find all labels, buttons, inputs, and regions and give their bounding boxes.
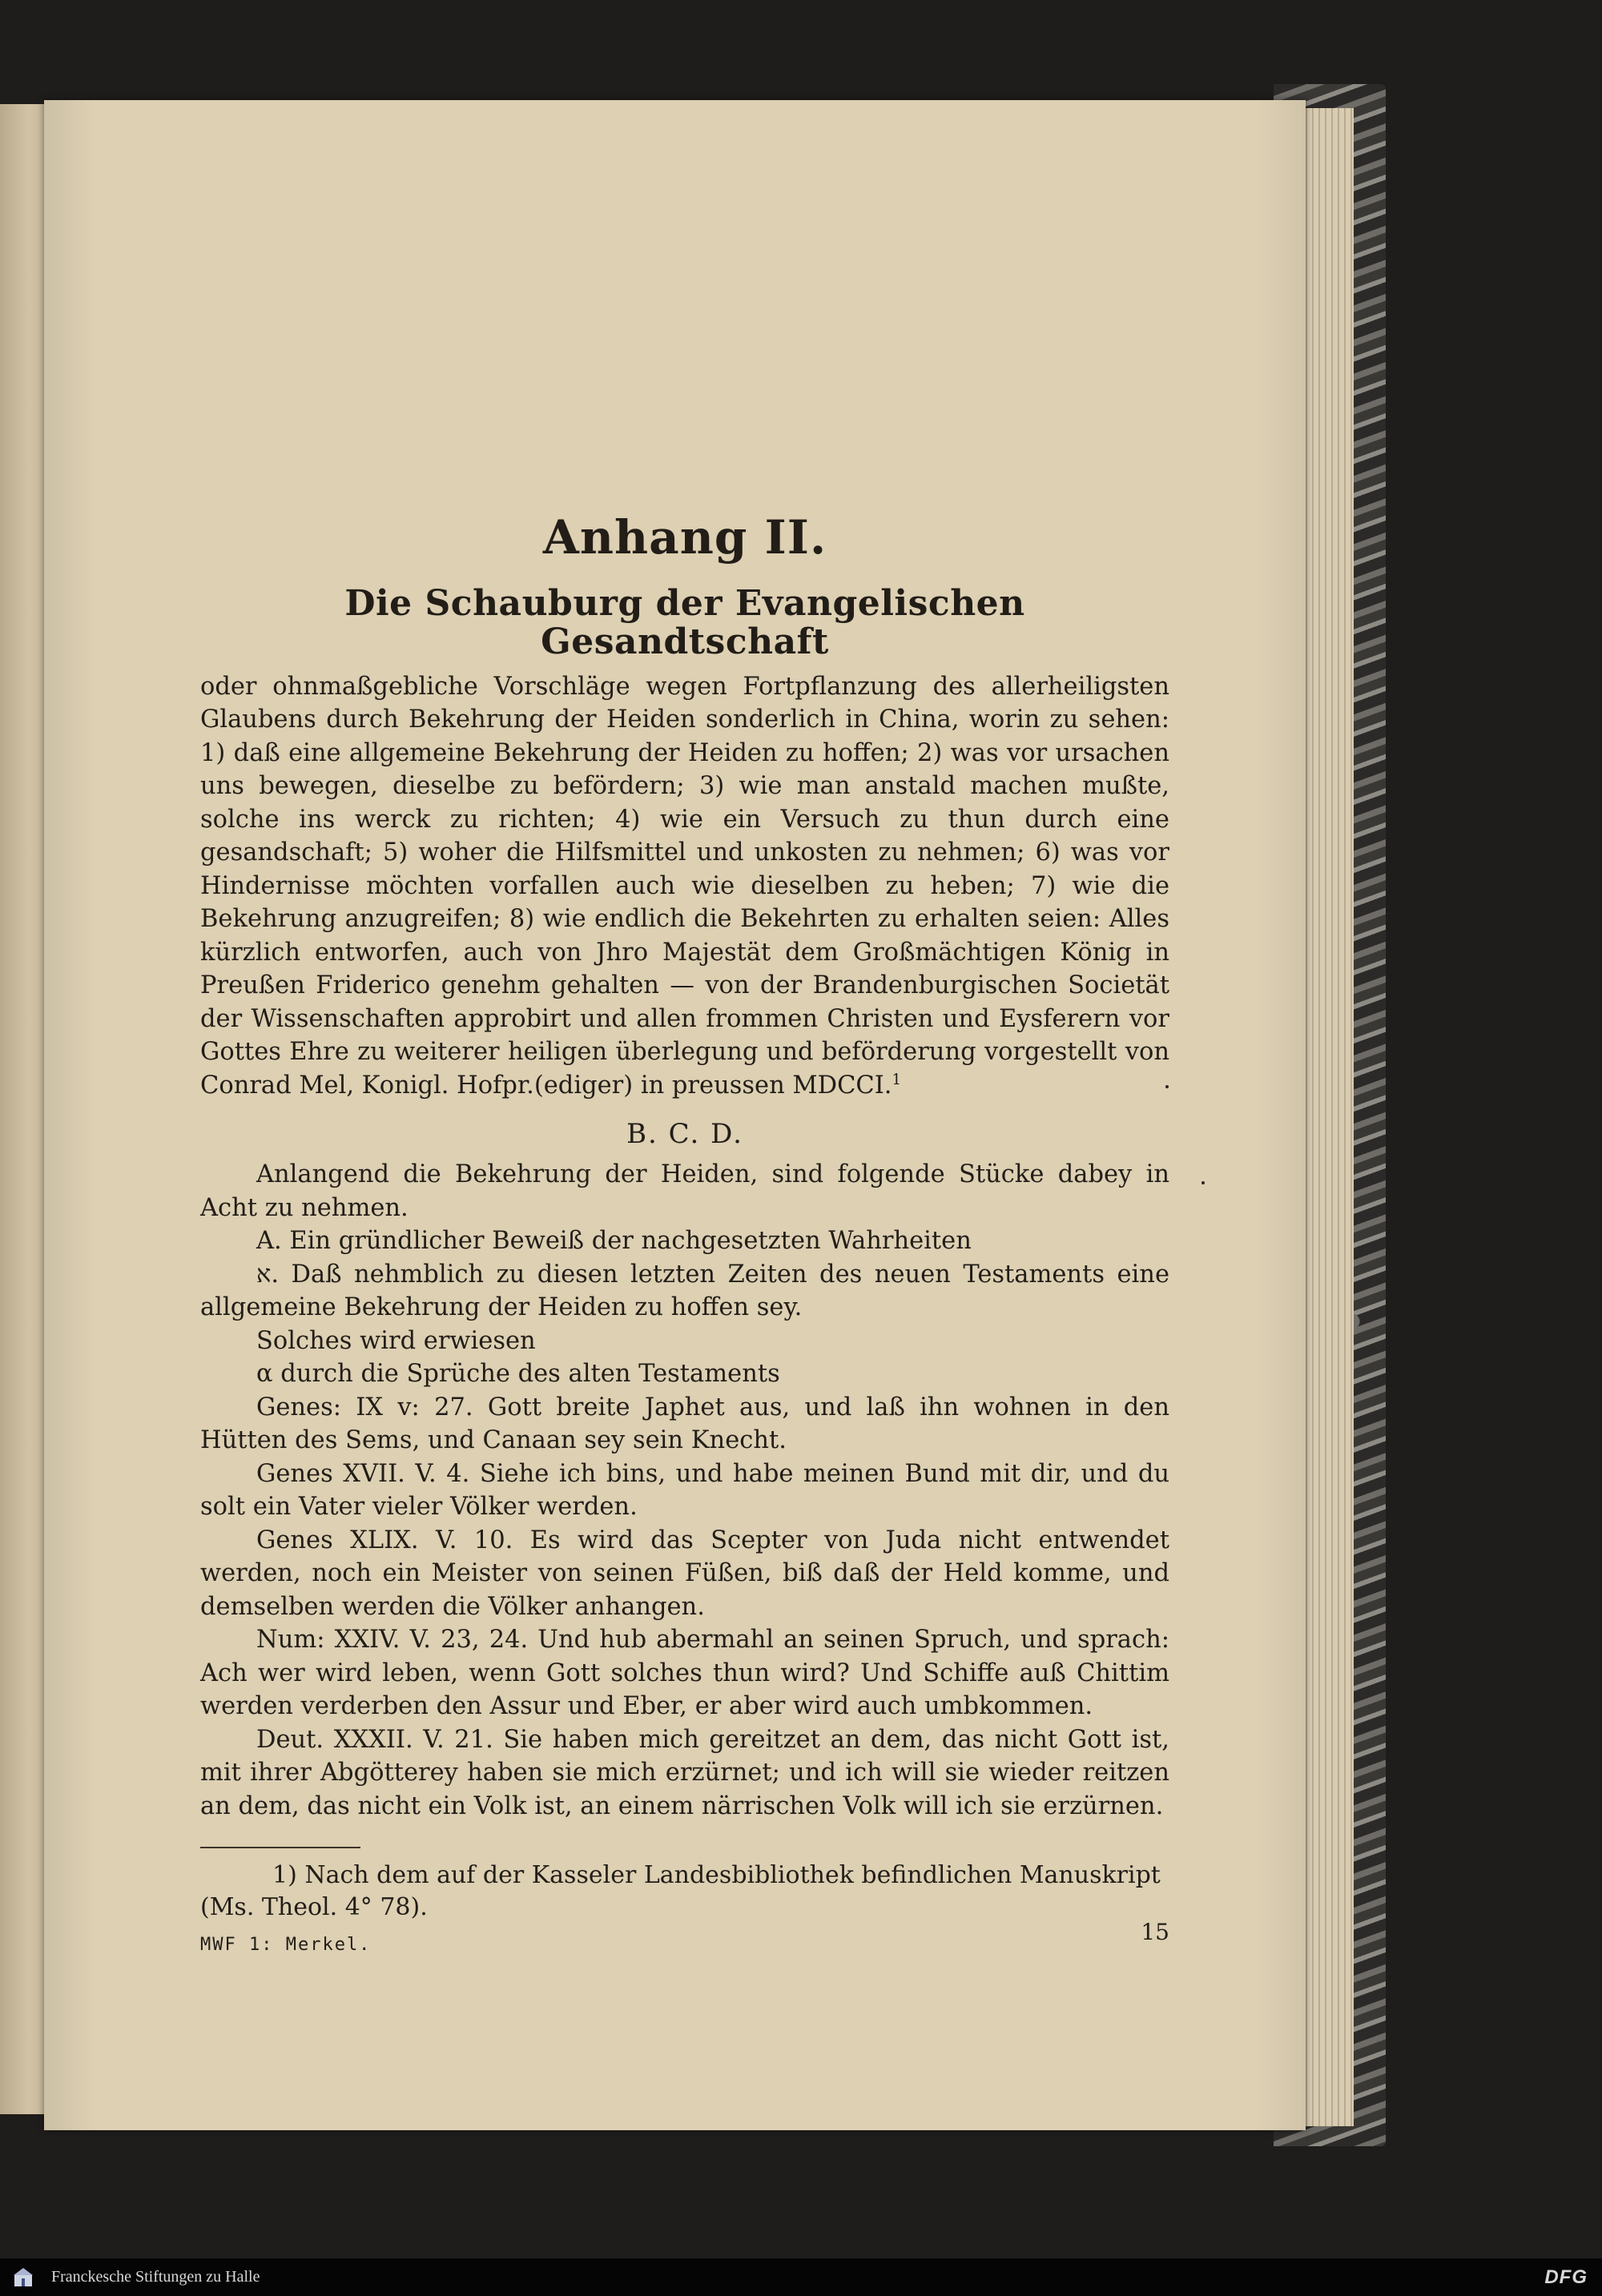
page-footer (200, 1919, 1169, 1957)
ink-speck (1202, 1181, 1205, 1184)
printer-signature: MWF 1: Merkel. (200, 1935, 372, 1956)
body-paragraph: A. Ein gründlicher Beweiß der nachgesetzten Wahrheiten (256, 1227, 972, 1256)
page-subheading: Die Schauburg der Evangelischen Gesandtschaft (344, 582, 1025, 663)
institution-logo-icon (10, 2264, 37, 2291)
footnote (200, 1860, 1169, 1924)
page-number: 15 (1141, 1919, 1169, 1946)
section-heading: B. C. D. (626, 1118, 743, 1151)
body-paragraph: α durch die Sprüche des alten Testaments (256, 1360, 780, 1389)
dfg-logo[interactable]: DFG (1544, 2266, 1588, 2288)
previous-page-edge (0, 104, 48, 2114)
page-content (200, 416, 1169, 1957)
book-page (44, 100, 1306, 2130)
body-paragraph: Genes XLIX. V. 10. Es wird das Scepter von Juda nicht entwendet werden, noch ein Meister von seinen Füßen, biß daß der Held komme, und demselben werden die Völker anhangen. (200, 1526, 1169, 1621)
body-paragraph: Num: XXIV. V. 23, 24. Und hub abermahl an seinen Spruch, und sprach: Ach wer wird leben, wenn Gott solches thun wird? Und Schiffe auß Chittim werden verderben den Assur und Eber, er aber wird auch umbkommen. (200, 1626, 1169, 1721)
intro-text: oder ohnmaßgebliche Vorschläge wegen Fortpflanzung des allerheiligsten Glaubens durch Bekehrung der Heiden sonderlich in China, worin zu sehen: 1) daß eine allgemeine Bekehrung der Heiden zu hoffen; 2) was vor ursachen uns bewegen, dieselbe zu befördern; 3) wie man anstald machen mußte, solche ins werck zu richten; 4) wie ein Versuch zu thun durch eine gesandschaft; 5) woher die Hilfsmittel und unkosten zu nehmen; 6) was vor Hindernisse möchten vorfallen auch wie dieselben zu heben; 7) wie die Bekehrung anzugreifen; 8) wie endlich die Bekehrten zu erhalten seien: Alles kürzlich entworfen, auch von Jhro Majestät dem Großmächtigen König in Preußen Friderico genehm gehalten — von der Brandenburgischen Societät der Wissenschaften approbirt und allen frommen Christen und Eysferern vor Gottes Ehre zu weiterer heiligen überlegung und beförderung vorgestellt von Conrad Mel, Konigl. Hofpr.(ediger) in preussen MDCCI. (200, 672, 1169, 1100)
body-paragraph: Anlangend die Bekehrung der Heiden, sind folgende Stücke dabey in Acht zu nehmen. (200, 1160, 1169, 1222)
footnote-text: Nach dem auf der Kasseler Landesbibliothek befindlichen Manuskript (Ms. Theol. 4° 78). (200, 1861, 1161, 1922)
body-paragraph: Genes XVII. V. 4. Siehe ich bins, und habe meinen Bund mit dir, und du solt ein Vater vieler Völker werden. (200, 1459, 1169, 1522)
intro-footnote-mark: 1 (892, 1071, 902, 1088)
body-paragraph: Genes: IX v: 27. Gott breite Japhet aus, und laß ihn wohnen in den Hütten des Sems, und Canaan sey sein Knecht. (200, 1393, 1169, 1455)
body-paragraph: א. Daß nehmblich zu diesen letzten Zeiten des neuen Testaments eine allgemeine Bekehrung der Heiden zu hoffen sey. (200, 1260, 1169, 1322)
viewer-footer-bar (0, 2258, 1602, 2296)
footnote-divider (200, 1847, 360, 1848)
page-heading: Anhang II. (542, 510, 827, 565)
intro-paragraph (200, 670, 1169, 1103)
footnote-mark: 1) (272, 1861, 297, 1890)
body-paragraph: Deut. XXXII. V. 21. Sie haben mich gereitzet an dem, das nicht Gott ist, mit ihrer Abgötterey haben sie mich erzürnet; und ich will sie wieder reitzen an dem, das nicht ein Volk ist, an einem närrischen Volk will ich sie erzürnen. (200, 1725, 1169, 1820)
institution-name[interactable]: Franckesche Stiftungen zu Halle (51, 2268, 260, 2286)
body-paragraph: Solches wird erwiesen (256, 1326, 536, 1355)
